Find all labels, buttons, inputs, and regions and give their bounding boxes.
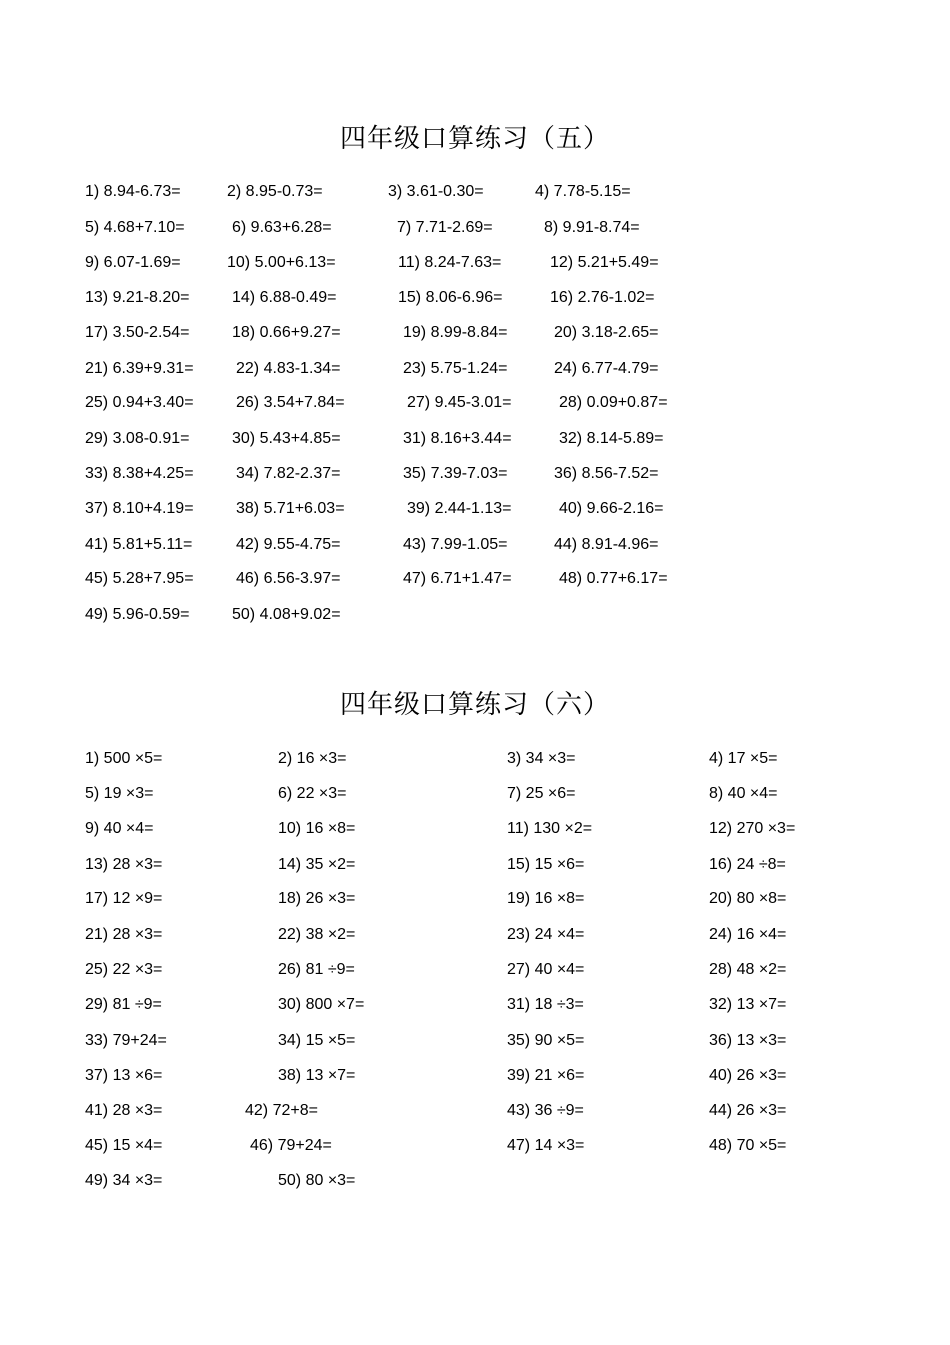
problem: 46) 6.56-3.97= [236,570,341,587]
problem: 31) 18 ÷3= [507,996,584,1013]
section6-row [0,1032,950,1056]
problem: 19) 16 ×8= [507,890,585,907]
problem: 44) 8.91-4.96= [554,536,659,553]
problem: 33) 8.38+4.25= [85,465,194,482]
problem: 10) 5.00+6.13= [227,254,336,271]
problem: 5) 4.68+7.10= [85,219,185,236]
problem: 32) 8.14-5.89= [559,430,664,447]
problem: 30) 800 ×7= [278,996,365,1013]
problem: 24) 16 ×4= [709,926,787,943]
problem: 25) 0.94+3.40= [85,394,194,411]
section6-row [0,856,950,880]
section6-row [0,1067,950,1091]
section5-row [0,500,950,524]
problem: 42) 72+8= [245,1102,318,1119]
problem: 44) 26 ×3= [709,1102,787,1119]
problem: 25) 22 ×3= [85,961,163,978]
problem: 9) 6.07-1.69= [85,254,181,271]
problem: 17) 3.50-2.54= [85,324,190,341]
section5-row [0,254,950,278]
section5-row [0,324,950,348]
problem: 17) 12 ×9= [85,890,163,907]
problem: 13) 9.21-8.20= [85,289,190,306]
section6-row [0,1102,950,1126]
section5-row [0,394,950,418]
problem: 3) 3.61-0.30= [388,183,484,200]
problem: 22) 4.83-1.34= [236,360,341,377]
section6-row [0,926,950,950]
section5-row [0,570,950,594]
problem: 46) 79+24= [250,1137,332,1154]
problem: 11) 130 ×2= [507,820,593,837]
problem: 41) 28 ×3= [85,1102,163,1119]
problem: 31) 8.16+3.44= [403,430,512,447]
problem: 14) 35 ×2= [278,856,356,873]
problem: 29) 3.08-0.91= [85,430,190,447]
problem: 27) 9.45-3.01= [407,394,512,411]
section6-row [0,750,950,774]
problem: 9) 40 ×4= [85,820,154,837]
problem: 38) 5.71+6.03= [236,500,345,517]
problem: 37) 8.10+4.19= [85,500,194,517]
problem: 5) 19 ×3= [85,785,154,802]
section6-row [0,785,950,809]
section5-row [0,289,950,313]
problem: 6) 9.63+6.28= [232,219,332,236]
problem: 18) 0.66+9.27= [232,324,341,341]
problem: 37) 13 ×6= [85,1067,163,1084]
section6-row [0,1137,950,1161]
problem: 1) 500 ×5= [85,750,163,767]
problem: 20) 3.18-2.65= [554,324,659,341]
problem: 26) 3.54+7.84= [236,394,345,411]
problem: 4) 7.78-5.15= [535,183,631,200]
problem: 23) 5.75-1.24= [403,360,508,377]
problem: 13) 28 ×3= [85,856,163,873]
section6-row [0,1172,950,1196]
problem: 50) 4.08+9.02= [232,606,341,623]
problem: 23) 24 ×4= [507,926,585,943]
problem: 28) 0.09+0.87= [559,394,668,411]
problem: 38) 13 ×7= [278,1067,356,1084]
problem: 8) 9.91-8.74= [544,219,640,236]
problem: 15) 8.06-6.96= [398,289,503,306]
problem: 22) 38 ×2= [278,926,356,943]
section5-row [0,360,950,384]
problem: 16) 2.76-1.02= [550,289,655,306]
problem: 34) 15 ×5= [278,1032,356,1049]
problem: 33) 79+24= [85,1032,167,1049]
section5-title: 四年级口算练习（五） [339,124,610,154]
problem: 10) 16 ×8= [278,820,356,837]
section6-row [0,996,950,1020]
problem: 12) 270 ×3= [709,820,796,837]
problem: 48) 70 ×5= [709,1137,787,1154]
section5-row [0,536,950,560]
problem: 49) 5.96-0.59= [85,606,190,623]
problem: 36) 13 ×3= [709,1032,787,1049]
problem: 21) 6.39+9.31= [85,360,194,377]
problem: 47) 6.71+1.47= [403,570,512,587]
section5-row [0,606,950,630]
problem: 35) 7.39-7.03= [403,465,508,482]
problem: 39) 21 ×6= [507,1067,585,1084]
problem: 8) 40 ×4= [709,785,778,802]
problem: 20) 80 ×8= [709,890,787,907]
problem: 40) 9.66-2.16= [559,500,664,517]
problem: 45) 15 ×4= [85,1137,163,1154]
problem: 45) 5.28+7.95= [85,570,194,587]
problem: 11) 8.24-7.63= [398,254,502,271]
problem: 36) 8.56-7.52= [554,465,659,482]
problem: 42) 9.55-4.75= [236,536,341,553]
problem: 21) 28 ×3= [85,926,163,943]
problem: 3) 34 ×3= [507,750,576,767]
problem: 39) 2.44-1.13= [407,500,512,517]
problem: 41) 5.81+5.11= [85,536,193,553]
problem: 7) 25 ×6= [507,785,576,802]
problem: 2) 16 ×3= [278,750,347,767]
problem: 43) 7.99-1.05= [403,536,508,553]
problem: 19) 8.99-8.84= [403,324,508,341]
problem: 50) 80 ×3= [278,1172,356,1189]
problem: 40) 26 ×3= [709,1067,787,1084]
section5-row [0,465,950,489]
problem: 48) 0.77+6.17= [559,570,668,587]
problem: 34) 7.82-2.37= [236,465,341,482]
problem: 32) 13 ×7= [709,996,787,1013]
problem: 2) 8.95-0.73= [227,183,323,200]
problem: 28) 48 ×2= [709,961,787,978]
problem: 29) 81 ÷9= [85,996,162,1013]
section6-row [0,961,950,985]
problem: 24) 6.77-4.79= [554,360,659,377]
problem: 6) 22 ×3= [278,785,347,802]
problem: 27) 40 ×4= [507,961,585,978]
problem: 49) 34 ×3= [85,1172,163,1189]
problem: 43) 36 ÷9= [507,1102,584,1119]
problem: 12) 5.21+5.49= [550,254,659,271]
section6-row [0,890,950,914]
problem: 4) 17 ×5= [709,750,778,767]
section6-title: 四年级口算练习（六） [339,690,610,720]
section5-row [0,430,950,454]
problem: 18) 26 ×3= [278,890,356,907]
section6-row [0,820,950,844]
problem: 7) 7.71-2.69= [397,219,493,236]
section5-row [0,183,950,207]
problem: 15) 15 ×6= [507,856,585,873]
section5-row [0,219,950,243]
problem: 16) 24 ÷8= [709,856,786,873]
problem: 47) 14 ×3= [507,1137,585,1154]
problem: 26) 81 ÷9= [278,961,355,978]
problem: 35) 90 ×5= [507,1032,585,1049]
problem: 30) 5.43+4.85= [232,430,341,447]
problem: 1) 8.94-6.73= [85,183,181,200]
problem: 14) 6.88-0.49= [232,289,337,306]
